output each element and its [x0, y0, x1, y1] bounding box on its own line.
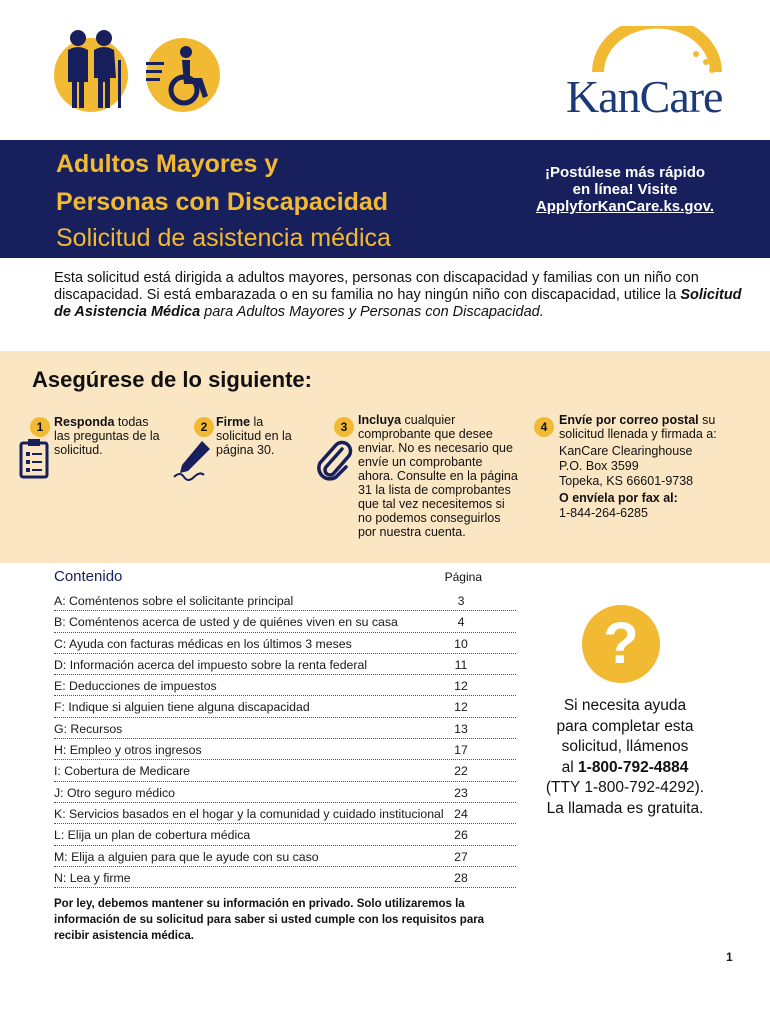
help-line6: La llamada es gratuita.	[546, 799, 704, 817]
toc-row[interactable]	[54, 803, 516, 824]
mail-address-line2: P.O. Box 3599	[559, 459, 639, 473]
toc-row-title: J: Otro seguro médico	[54, 785, 175, 800]
toc-row[interactable]	[54, 675, 516, 696]
help-line1: Si necesita ayuda	[563, 697, 687, 714]
step-number: 1	[30, 417, 50, 437]
contents-header	[54, 568, 516, 588]
toc-row-title: K: Servicios basados en el hogar y la comunidad y cuidado institucional	[54, 806, 444, 821]
toc-row-page: 28	[454, 870, 468, 885]
banner-subtitle: Solicitud de asistencia médica	[56, 224, 391, 252]
toc-row-title: B: Coméntenos acerca de usted y de quiénes viven en su casa	[54, 615, 398, 630]
toc-row[interactable]	[54, 590, 516, 611]
title-banner	[0, 140, 770, 258]
toc-row-page: 13	[454, 721, 468, 736]
toc-row-title: M: Elija a alguien para que le ayude con su caso	[54, 849, 319, 864]
toc-row[interactable]	[54, 739, 516, 760]
paperclip-icon	[312, 439, 356, 483]
pen-signature-icon	[172, 437, 216, 481]
toc-row[interactable]	[54, 760, 516, 781]
help-callout	[520, 696, 730, 819]
apply-online-callout	[530, 164, 720, 215]
mail-address-line1: KanCare Clearinghouse	[559, 444, 693, 458]
step-number: 2	[194, 417, 214, 437]
toc-row-page: 12	[454, 679, 468, 694]
step-1-text	[54, 415, 166, 457]
step-4-rest: su solicitud llenada y firmada a:	[559, 413, 717, 441]
toc-row[interactable]	[54, 611, 516, 632]
checklist-icon	[18, 437, 52, 481]
apply-line1: ¡Postúlese más rápido	[544, 164, 706, 181]
toc-row-title: C: Ayuda con facturas médicas en los últimos 3 meses	[54, 636, 352, 651]
step-2-verb: Firme	[216, 415, 251, 429]
toc-row[interactable]	[54, 846, 516, 867]
toc-row-title: G: Recursos	[54, 721, 123, 736]
toc-row-page: 27	[454, 849, 468, 864]
contents-title: Contenido	[54, 568, 123, 585]
intro-emphasis: Solicitud de Asistencia Médica	[54, 287, 742, 320]
toc-row[interactable]	[54, 824, 516, 845]
toc-row[interactable]	[54, 654, 516, 675]
step-number: 3	[334, 417, 354, 437]
toc-row-page: 12	[454, 700, 468, 715]
apply-line2: en línea! Visite	[572, 181, 678, 198]
step-1-verb: Responda	[54, 415, 115, 429]
mail-address-line3: Topeka, KS 66601-9738	[559, 474, 694, 488]
help-line5: (TTY 1-800-792-4292).	[545, 779, 705, 796]
toc-row-title: N: Lea y firme	[54, 870, 131, 885]
toc-row[interactable]	[54, 718, 516, 739]
toc-row-page: 26	[454, 828, 468, 843]
seniors-icon	[54, 38, 128, 112]
step-3-rest: cualquier comprobante que desee enviar. No es necesario que envíe un comprobante ahora. Consulte en la página 31 la lista de comprobantes que tal vez necesitemos si no podemos conseguirlos por nuestra cuenta.	[358, 413, 518, 539]
toc-row-page: 4	[457, 615, 465, 630]
apply-link[interactable]: ApplyforKanCare.ks.gov.	[535, 198, 715, 215]
toc-row-title: F: Indique si alguien tiene alguna discapacidad	[54, 700, 310, 715]
step-3-text	[358, 413, 518, 539]
header-icons	[52, 20, 222, 115]
step-3-verb: Incluya	[358, 413, 402, 427]
intro-paragraph	[54, 270, 744, 321]
wheelchair-icon	[146, 38, 220, 112]
toc-row-page: 17	[454, 743, 468, 758]
banner-title-line2: Personas con Discapacidad	[56, 188, 389, 216]
help-line4	[520, 758, 730, 779]
step-4-verb: Envíe por correo postal	[559, 413, 699, 427]
page-number: 1	[726, 950, 733, 964]
step-number: 4	[534, 417, 554, 437]
contents-page-label: Página	[444, 570, 482, 584]
toc-row-page: 10	[454, 636, 468, 651]
toc-row-page: 23	[454, 785, 468, 800]
step-4-text	[559, 413, 749, 520]
kancare-logo	[566, 34, 736, 124]
toc-row[interactable]	[54, 867, 516, 888]
question-mark-icon: ?	[582, 605, 660, 683]
step-1-rest: todas las preguntas de la solicitud.	[54, 415, 160, 457]
toc-row[interactable]	[54, 696, 516, 717]
toc-row-title: L: Elija un plan de cobertura médica	[54, 828, 251, 843]
toc-row-title: H: Empleo y otros ingresos	[54, 743, 202, 758]
fax-number: 1-844-264-6285	[559, 506, 648, 520]
checklist-section	[0, 351, 770, 563]
checklist-title: Asegúrese de lo siguiente:	[32, 367, 312, 392]
toc-row-title: I: Cobertura de Medicare	[54, 764, 191, 779]
step-2-rest: la solicitud en la página 30.	[216, 415, 292, 457]
logo-wordmark: KanCare	[566, 71, 723, 122]
toc-row-page: 11	[454, 657, 468, 672]
toc-row[interactable]	[54, 782, 516, 803]
toc-row-title: A: Coméntenos sobre el solicitante principal	[54, 594, 294, 608]
toc-row-page: 22	[454, 764, 468, 779]
fax-label: O envíela por fax al:	[559, 491, 678, 505]
banner-title-line1: Adultos Mayores y	[56, 150, 279, 178]
step-2-text	[216, 415, 308, 457]
contents-table	[54, 590, 516, 888]
intro-text-a: Esta solicitud está dirigida a adultos mayores, personas con discapacidad y familias con un niño con discapacidad. Si está embarazada o en su familia no hay ningún niño con discapacidad, utilice la	[54, 270, 699, 303]
help-phone[interactable]: 1-800-792-4884	[578, 758, 689, 776]
toc-row[interactable]	[54, 633, 516, 654]
help-line4-pre: al	[561, 758, 579, 776]
help-line3: solicitud, llámenos	[561, 738, 689, 755]
toc-row-title: D: Información acerca del impuesto sobre la renta federal	[54, 657, 368, 672]
toc-row-page: 3	[457, 594, 465, 608]
privacy-notice: Por ley, debemos mantener su información en privado. Solo utilizaremos la información de su solicitud para saber si usted cumple con los requisitos para recibir asistencia médica.	[54, 898, 485, 942]
toc-row-page: 24	[454, 806, 468, 821]
toc-row-title: E: Deducciones de impuestos	[54, 679, 217, 694]
help-line2: para completar esta	[556, 717, 694, 735]
intro-text-b: para Adultos Mayores y Personas con Discapacidad.	[200, 304, 544, 320]
